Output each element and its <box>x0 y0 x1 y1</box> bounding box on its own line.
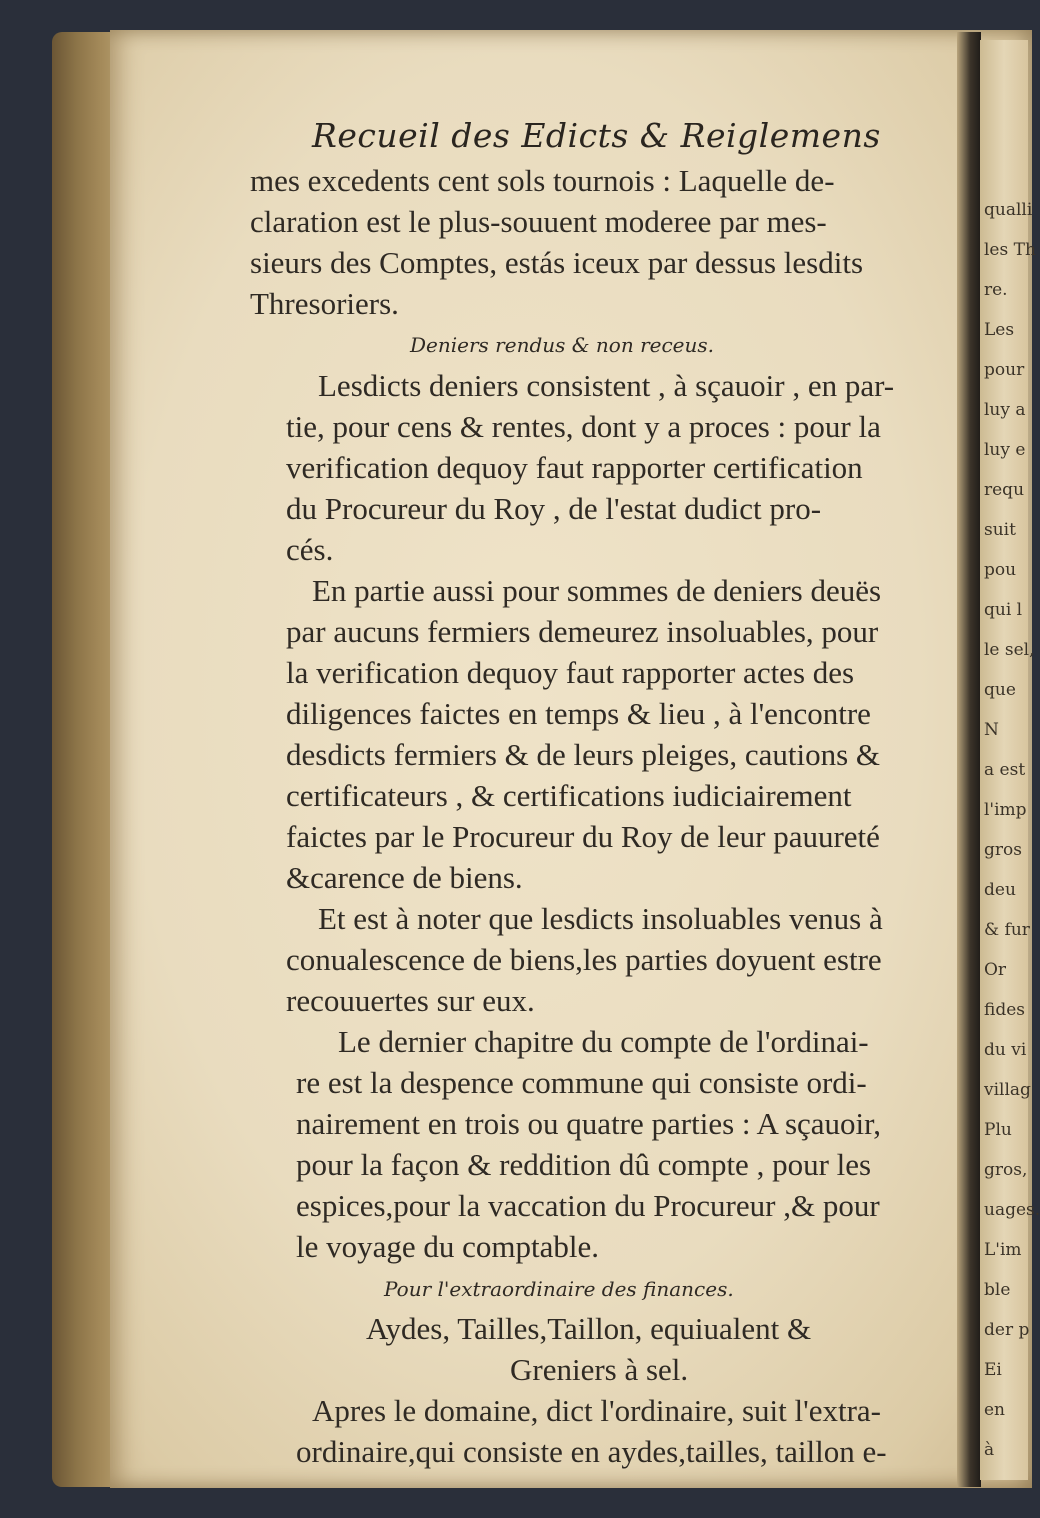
facing-text-fragment: gros <box>984 840 1022 860</box>
text-line: Aydes, Tailles,Taillon, equiualent & <box>366 1311 812 1346</box>
text-line: espices,pour la vaccation du Procureur ,& pour <box>296 1188 880 1223</box>
facing-text-fragment: Or <box>984 960 1007 980</box>
facing-text-fragment: Ei <box>984 1360 1002 1380</box>
running-head: Recueil des Edicts & Reiglemens <box>312 116 881 155</box>
facing-text-fragment: pou <box>984 560 1017 580</box>
section-subheading: Pour l'extraordinaire des finances. <box>384 1277 734 1301</box>
text-line: Le dernier chapitre du compte de l'ordinai- <box>338 1024 869 1059</box>
text-line: ordinaire,qui consiste en aydes,tailles, taillon e- <box>296 1434 887 1469</box>
text-line: En partie aussi pour sommes de deniers deuës <box>312 573 882 608</box>
text-line: Apres le domaine, dict l'ordinaire, suit l'extra- <box>312 1393 881 1428</box>
text-line: Lesdicts deniers consistent , à sçauoir , en par- <box>318 368 895 403</box>
facing-text-fragment: qui l <box>984 600 1023 620</box>
text-line: le voyage du comptable. <box>296 1229 600 1264</box>
text-line: Et est à noter que lesdicts insoluables venus à <box>318 901 883 936</box>
facing-text-fragment: der p <box>984 1320 1030 1340</box>
facing-text-fragment: L'im <box>984 1240 1022 1260</box>
text-line: verification dequoy faut rapporter certification <box>286 450 863 485</box>
text-line: du Procureur du Roy , de l'estat dudict pro- <box>286 491 822 526</box>
facing-text-fragment: N <box>984 720 999 740</box>
text-line: tie, pour cens & rentes, dont y a proces : pour la <box>286 409 881 444</box>
text-line: nairement en trois ou quatre parties : A sçauoir, <box>296 1106 882 1141</box>
section-subheading: Deniers rendus & non receus. <box>410 333 715 357</box>
facing-text-fragment: deu <box>984 880 1016 900</box>
text-line: &carence de biens. <box>286 860 523 895</box>
facing-text-fragment: du vi <box>984 1040 1027 1060</box>
facing-text-fragment: requ <box>984 480 1025 500</box>
text-line: faictes par le Procureur du Roy de leur pauureté <box>286 819 880 854</box>
text-line: par aucuns fermiers demeurez insoluables, pour <box>286 614 879 649</box>
text-line: desdicts fermiers & de leurs pleiges, cautions & <box>286 737 881 772</box>
text-line: claration est le plus-souuent moderee par mes- <box>250 204 827 239</box>
facing-text-fragment: uages. <box>984 1200 1040 1220</box>
facing-text-fragment: & fur <box>984 920 1030 940</box>
facing-text-fragment: luy e <box>984 440 1026 460</box>
text-line: re est la despence commune qui consiste ordi- <box>296 1065 867 1100</box>
facing-text-fragment: que <box>984 680 1016 700</box>
text-line: sieurs des Comptes, estás iceux par dessus lesdits <box>250 245 864 280</box>
text-line: mes excedents cent sols tournois : Laquelle de- <box>250 163 835 198</box>
facing-text-fragment: à <box>984 1440 995 1460</box>
facing-text-fragment: a est <box>984 760 1026 780</box>
facing-text-fragment: suit <box>984 520 1016 540</box>
facing-text-fragment: villag <box>984 1080 1031 1100</box>
facing-text-fragment: les Th <box>984 240 1036 260</box>
facing-text-fragment: l'imp <box>984 800 1027 820</box>
text-line: recouuertes sur eux. <box>286 983 535 1018</box>
text-line: cés. <box>286 532 334 567</box>
facing-text-fragment: Les <box>984 320 1015 340</box>
facing-text-fragment: pour <box>984 360 1025 380</box>
facing-text-fragment: qualli <box>984 200 1033 220</box>
facing-text-fragment: luy a <box>984 400 1026 420</box>
text-line: conualescence de biens,les parties doyuent estre <box>286 942 882 977</box>
facing-text-fragment: fides <box>984 1000 1026 1020</box>
facing-text-fragment: le sel, <box>984 640 1035 660</box>
text-line: Thresoriers. <box>250 286 399 321</box>
text-line: diligences faictes en temps & lieu , à l'encontre <box>286 696 871 731</box>
facing-text-fragment: gros, <box>984 1160 1028 1180</box>
text-line: la verification dequoy faut rapporter actes des <box>286 655 855 690</box>
facing-text-fragment: ble <box>984 1280 1011 1300</box>
text-line: Greniers à sel. <box>510 1352 689 1387</box>
facing-text-fragment: Plu <box>984 1120 1012 1140</box>
facing-text-fragment: re. <box>984 280 1008 300</box>
text-line: pour la façon & reddition dû compte , pour les <box>296 1147 872 1182</box>
text-line: certificateurs , & certifications iudiciairement <box>286 778 852 813</box>
facing-text-fragment: en <box>984 1400 1006 1420</box>
